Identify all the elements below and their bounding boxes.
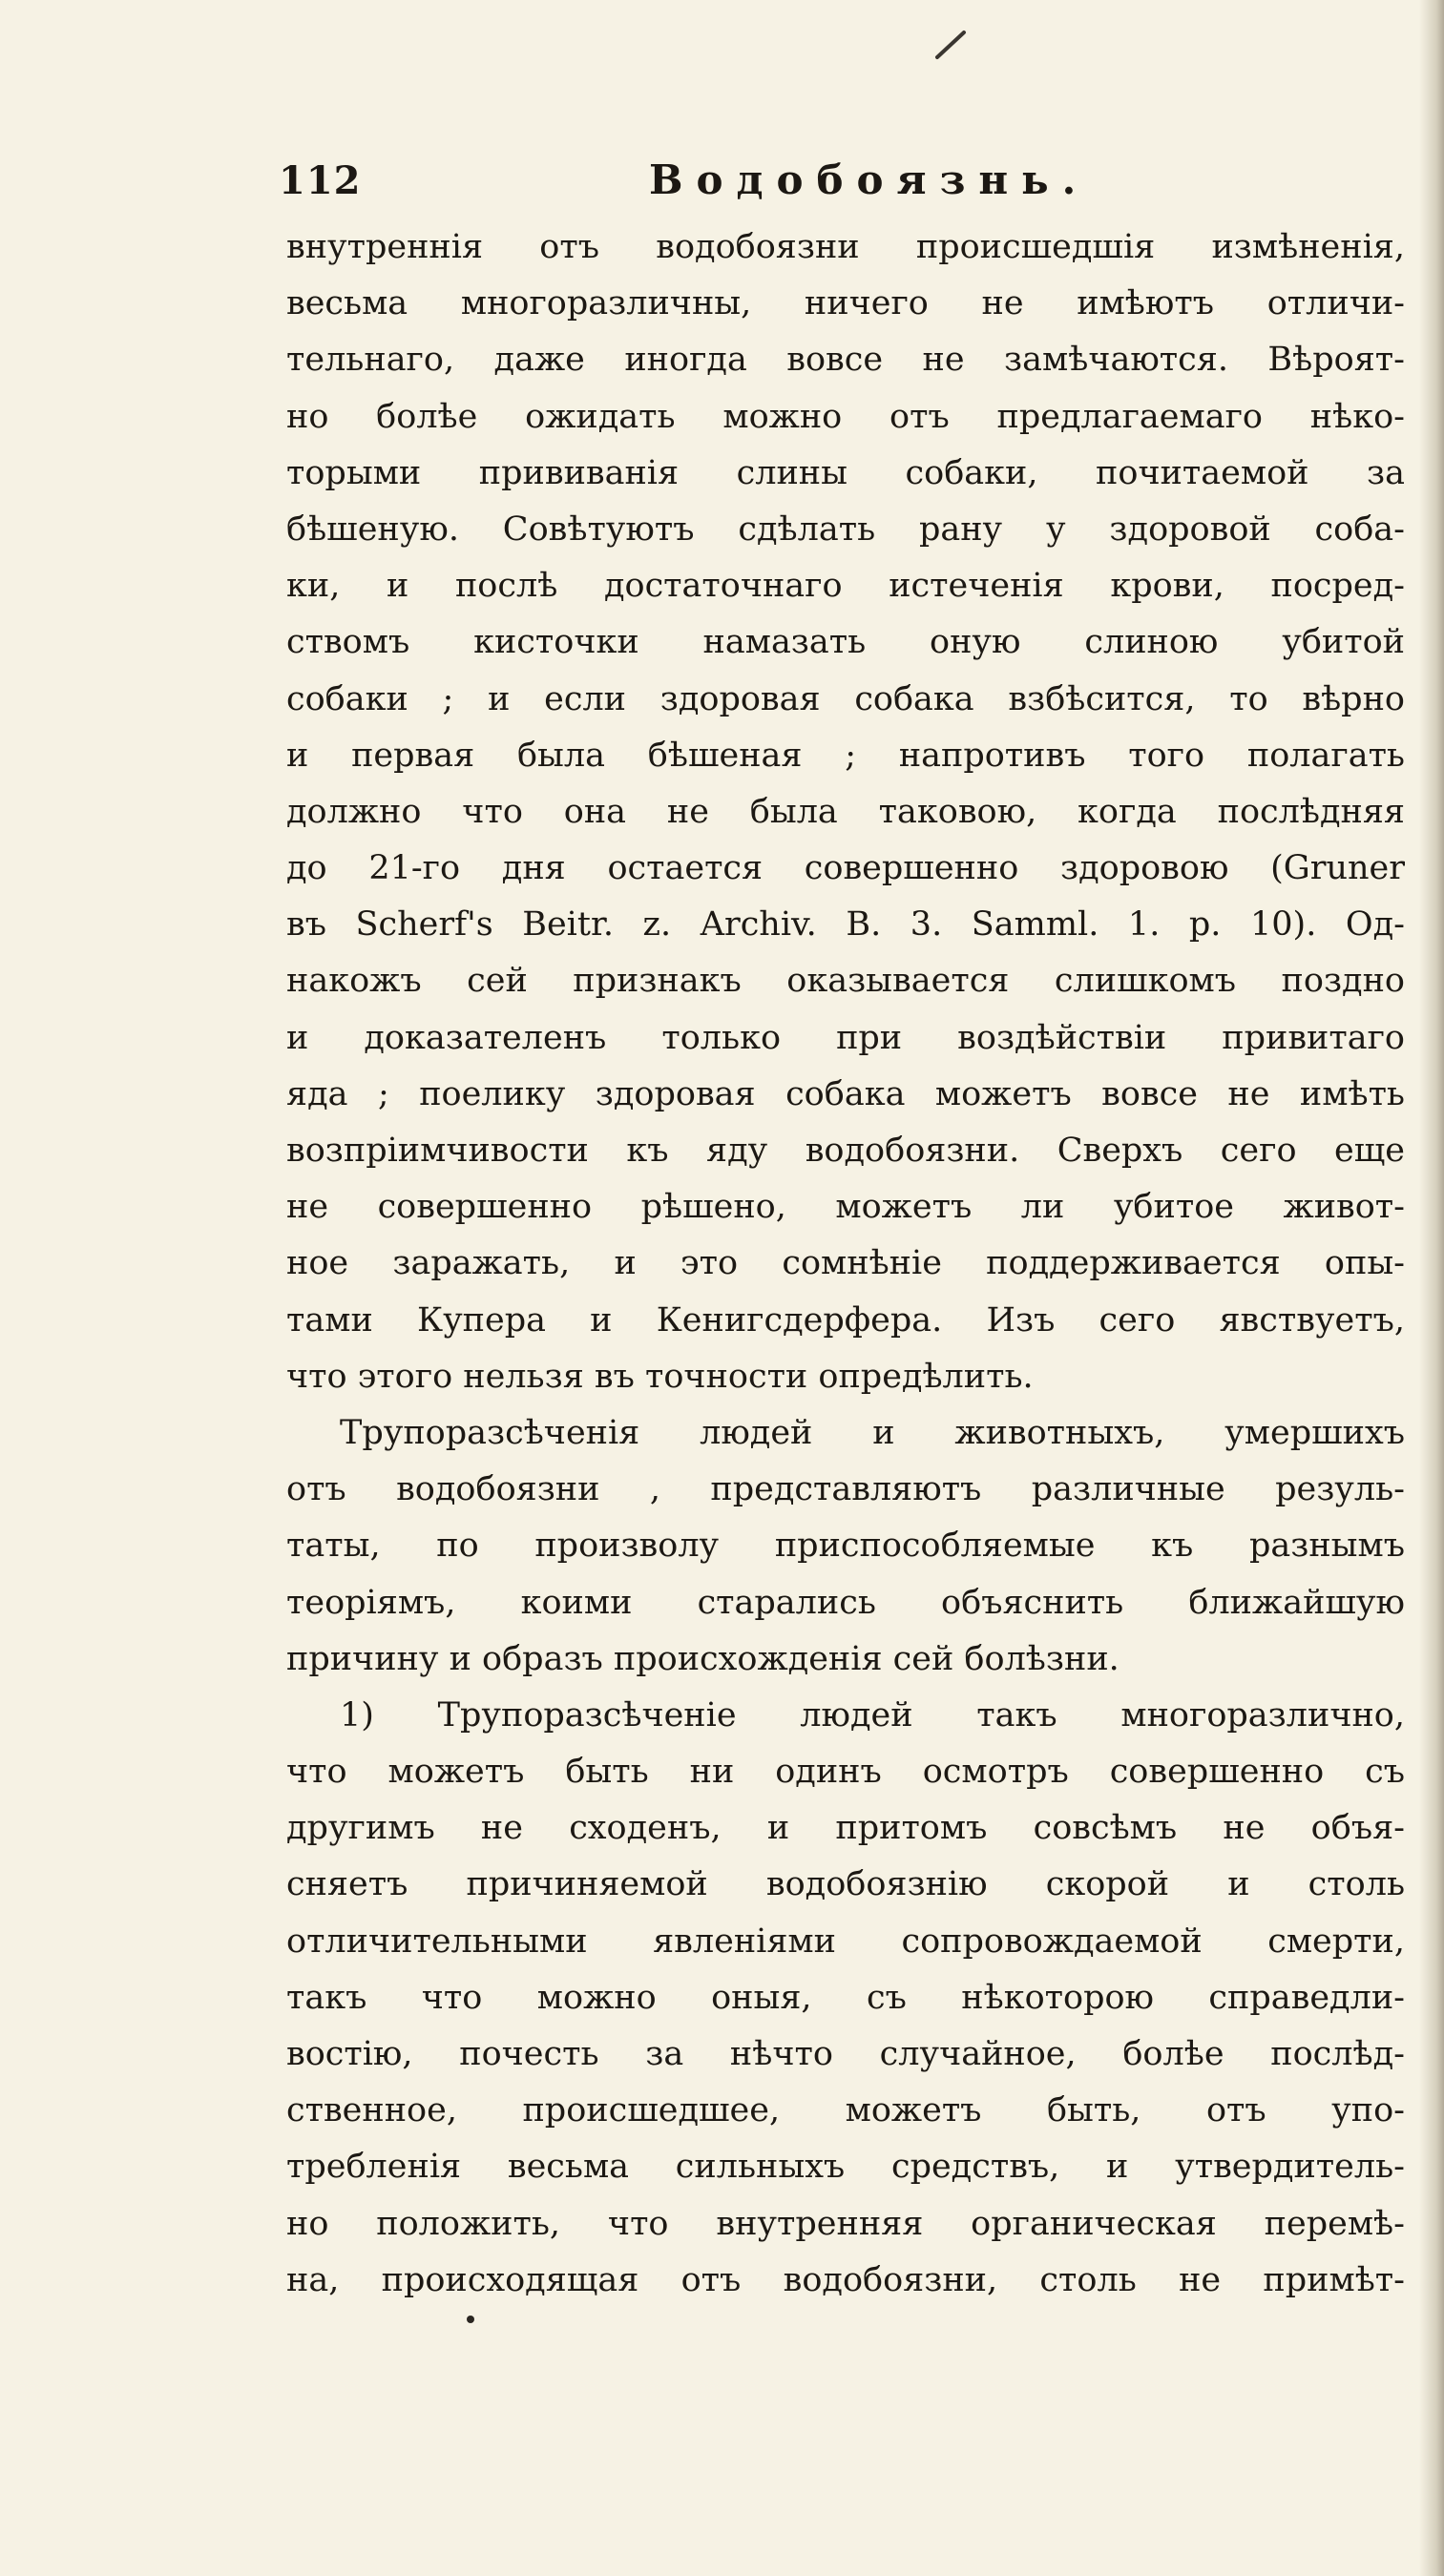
- page-edge-shadow: [1419, 0, 1444, 2576]
- text-line: ствомъ кисточки намазать оную слиною убитой: [286, 623, 1405, 662]
- text-line: и первая была бѣшеная ; напротивъ того полагать: [286, 736, 1405, 775]
- text-line: тами Купера и Кенигсдерфера. Изъ сего явствуетъ,: [286, 1300, 1405, 1340]
- text-line: не совершенно рѣшено, можетъ ли убитое живот-: [286, 1188, 1405, 1227]
- text-line: сняетъ причиняемой водобоязнію скорой и столь: [286, 1865, 1405, 1904]
- text-line: до 21-го дня остается совершенно здоровою (Gruner: [286, 849, 1405, 888]
- text-line: ственное, происшедшее, можетъ быть, отъ упо-: [286, 2091, 1405, 2130]
- text-line: собаки ; и если здоровая собака взбѣсится, то вѣрно: [286, 679, 1405, 718]
- text-line: требленія весьма сильныхъ средствъ, и утвердитель-: [286, 2148, 1405, 2187]
- paragraph-first-line: Трупоразсѣченія людей и животныхъ, умершихъ: [340, 1413, 1405, 1452]
- text-line: весьма многоразличны, ничего не имѣютъ отличи-: [286, 284, 1405, 323]
- paragraph-first-line: 1) Трупоразсѣченіе людей такъ многоразлично,: [340, 1695, 1405, 1735]
- text-line: отличительными явленіями сопровождаемой смерти,: [286, 1922, 1405, 1961]
- text-line: торыми прививанія слины собаки, почитаемой за: [286, 453, 1405, 492]
- ink-speck-icon: [466, 2315, 475, 2324]
- text-line: что можетъ быть ни одинъ осмотръ совершенно съ: [286, 1753, 1405, 1792]
- text-line: другимъ не сходенъ, и притомъ совсѣмъ не объя-: [286, 1809, 1405, 1848]
- text-line: ное заражать, и это сомнѣніе поддерживается опы-: [286, 1244, 1405, 1283]
- text-line: таты, по произволу приспособляемые къ разнымъ: [286, 1527, 1405, 1566]
- text-line: тельнаго, даже иногда вовсе не замѣчаются. Вѣроят-: [286, 341, 1405, 380]
- text-line: но положить, что внутренняя органическая перемѣ-: [286, 2204, 1405, 2243]
- page-number: 112: [279, 158, 362, 203]
- page-header: [279, 153, 1405, 219]
- text-line: яда ; поелику здоровая собака можетъ вовсе не имѣть: [286, 1074, 1405, 1113]
- text-line: на, происходящая отъ водобоязни, столь не примѣт-: [286, 2260, 1405, 2299]
- running-head: Водобоязнь.: [649, 156, 1090, 203]
- body-text: [286, 219, 1405, 2309]
- text-line: внутреннія отъ водобоязни происшедшія измѣненія,: [286, 228, 1405, 266]
- pencil-mark-icon: [931, 29, 970, 61]
- text-line: что этого нельзя въ точности опредѣлить.: [286, 1357, 1034, 1396]
- text-line: ки, и послѣ достаточнаго истеченія крови, посред-: [286, 567, 1405, 606]
- text-line: востію, почесть за нѣчто случайное, болѣе послѣд-: [286, 2035, 1405, 2073]
- text-line: въ Scherf's Beitr. z. Archiv. B. 3. Samml. 1. p. 10). Од-: [286, 905, 1405, 945]
- text-line: возпріимчивости къ яду водобоязни. Сверхъ сего еще: [286, 1132, 1405, 1170]
- text-line: должно что она не была таковою, когда послѣдняя: [286, 792, 1405, 831]
- text-line: но болѣе ожидать можно отъ предлагаемаго нѣко-: [286, 397, 1405, 436]
- text-line: причину и образъ происхожденія сей болѣзни.: [286, 1639, 1120, 1678]
- text-line: такъ что можно оныя, съ нѣкоторою справедли-: [286, 1978, 1405, 2017]
- text-line: и доказателенъ только при воздѣйствіи привитаго: [286, 1018, 1405, 1057]
- text-line: накожъ сей признакъ оказывается слишкомъ поздно: [286, 962, 1405, 1001]
- text-line: отъ водобоязни , представляютъ различные резуль-: [286, 1470, 1405, 1509]
- text-line: теоріямъ, коими старались объяснить ближайшую: [286, 1583, 1405, 1622]
- text-line: бѣшеную. Совѣтуютъ сдѣлать рану у здоровой соба-: [286, 509, 1405, 549]
